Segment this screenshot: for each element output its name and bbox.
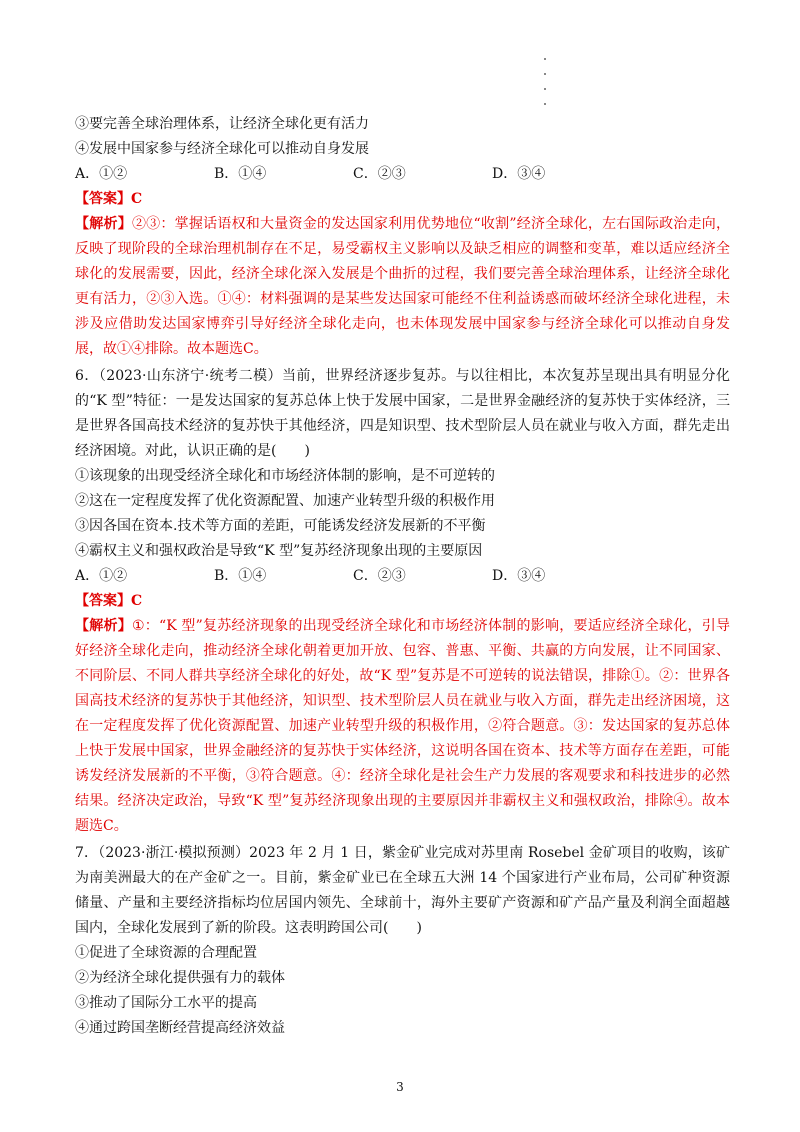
q5-option-d: D．③④	[492, 166, 546, 182]
q6-option-a: A．①②	[75, 568, 128, 584]
q6-analysis	[75, 614, 730, 839]
q5-analysis-text: ②③：掌握话语权和大量资金的发达国家利用优势地位“收割”经济全球化，左右国际政治走向，反映了现阶段的全球治理机制存在不足，易受霸权主义影响以及缺乏相应的调整和变革，难以适应经济全球化的发展需要，因此，经济全球化深入发展是个曲折的过程，我们要完善全球治理体系，让经济全球化更有活力，②③入选。①④：材料强调的是某些发达国家可能经不住利益诱惑而破坏经济全球化进程，未涉及应借助发达国家博弈引导好经济全球化走向，也未体现发展中国家参与经济全球化可以推动自身发展，故①④排除。故本题选C。	[75, 216, 731, 357]
q5-analysis	[75, 212, 730, 362]
q6-option-d: D．③④	[492, 568, 546, 584]
q5-option-b: B．①④	[214, 166, 267, 182]
page-number: 3	[396, 1080, 404, 1094]
q5-answer-tag: 【答案】	[75, 191, 131, 207]
q6-item-4: ④霸权主义和强权政治是导致“K 型”复苏经济现象出现的主要原因	[75, 543, 483, 559]
q5-answer-value: C	[131, 191, 143, 207]
q6-options	[75, 564, 730, 589]
q6-answer-value: C	[131, 593, 143, 609]
q6-analysis-text: ①：“K 型”复苏经济现象的出现受经济全球化和市场经济体制的影响，要适应经济全球化，引导好经济全球化走向，推动经济全球化朝着更加开放、包容、普惠、平衡、共赢的方向发展，让不同国家、不同阶层、不同人群共享经济全球化的好处，故“K 型”复苏是不可逆转的说法错误，排除①。②：世界各国高技术经济的复苏快于其他经济，知识型、技术型阶层人员在就业与收入方面，群先走出经济困境，这在一定程度发挥了优化资源配置、加速产业转型升级的积极作用，②符合题意。③：发达国家的复苏总体上快于发展中国家，世界金融经济的复苏快于实体经济，这说明各国在资本、技术等方面存在差距，可能诱发经济发展新的不平衡，③符合题意。④：经济全球化是社会生产力发展的客观要求和科技进步的必然结果。经济决定政治，导致“K 型”复苏经济现象出现的主要原因并非霸权主义和强权政治，排除④。故本题选C。	[75, 618, 730, 834]
q6-stem: 6．（2023·山东济宁·统考二模）当前，世界经济逐步复苏。与以往相比，本次复苏呈现出具有明显分化的“K 型”特征：一是发达国家的复苏总体上快于发展中国家，二是世界金融经济的复苏快于实体经济，三是世界各国高技术经济的复苏快于其他经济，四是知识型、技术型阶层人员在就业与收入方面，群先走出经济困境。对此，认识正确的是( )	[75, 368, 730, 459]
q7-item-1: ①促进了全球资源的合理配置	[75, 945, 257, 961]
q6-analysis-tag: 【解析】	[75, 618, 132, 634]
q7-stem: 7．（2023·浙江·模拟预测）2023 年 2 月 1 日，紫金矿业完成对苏里南 Rosebel 金矿项目的收购，该矿为南美洲最大的在产金矿之一。目前，紫金矿业已在全球五大洲 14 个国家进行产业布局，公司矿种资源储量、产量和主要经济指标均位居国内领先、全球前十，海外主要矿产资源和矿产品产量及利润全面超越国内，全球化发展到了新的阶段。这表明跨国公司( )	[75, 845, 730, 936]
q5-option-c: C．②③	[353, 166, 406, 182]
q6-option-b: B．①④	[214, 568, 267, 584]
q6-item-1: ①该现象的出现受经济全球化和市场经济体制的影响，是不可逆转的	[75, 468, 495, 484]
q7-item-2: ②为经济全球化提供强有力的载体	[75, 970, 285, 986]
q5-item-3: ③要完善全球治理体系，让经济全球化更有活力	[75, 116, 369, 132]
q5-answer	[75, 187, 730, 212]
q6-answer	[75, 589, 730, 614]
q5-item-4: ④发展中国家参与经济全球化可以推动自身发展	[75, 141, 369, 157]
header-dot-marks	[540, 58, 550, 118]
q6-item-2: ②这在一定程度发挥了优化资源配置、加速产业转型升级的积极作用	[75, 493, 495, 509]
q7-item-3: ③推动了国际分工水平的提高	[75, 995, 257, 1011]
q5-option-a: A．①②	[75, 166, 128, 182]
q5-analysis-tag: 【解析】	[75, 216, 132, 232]
q7-item-4: ④通过跨国垄断经营提高经济效益	[75, 1020, 285, 1036]
q6-option-c: C．②③	[353, 568, 406, 584]
q5-options	[75, 162, 730, 187]
q6-item-3: ③因各国在资本.技术等方面的差距，可能诱发经济发展新的不平衡	[75, 518, 486, 534]
q6-answer-tag: 【答案】	[75, 593, 131, 609]
page-content	[75, 112, 730, 1041]
